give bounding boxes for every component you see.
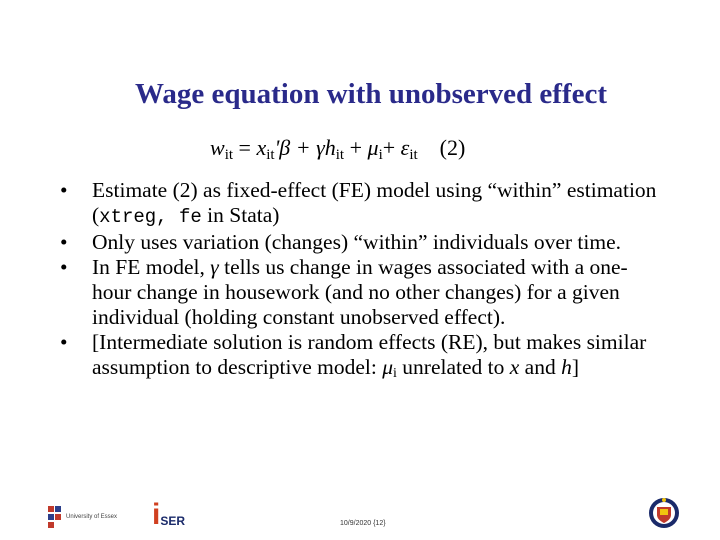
essex-logo-mark (48, 506, 62, 528)
eq-mu: μ (367, 135, 379, 160)
bullet-4-text-and: and (519, 355, 562, 379)
eq-x: x (256, 135, 267, 160)
iser-logo (152, 500, 196, 530)
stata-command: xtreg, fe (99, 206, 202, 228)
eq-mu-sub: i (378, 147, 383, 163)
eq-h-sub: it (335, 147, 345, 163)
eq-x-sub: it (266, 147, 275, 163)
h-symbol: h (561, 355, 572, 379)
gamma-symbol: γ (210, 255, 219, 279)
bullet-4-text: [Intermediate solution is random effects (RE), but makes similar assumption to descriptive model: (92, 330, 647, 379)
bullet-4-text-end: ] (571, 355, 580, 379)
wage-equation (210, 135, 465, 161)
bullet-1-text: Estimate (2) as fixed-effect (FE) model using “within” estimation ( (92, 178, 657, 227)
bullet-2-text: Only uses variation (changes) “within” individuals over time. (92, 230, 622, 254)
bullet-list (60, 178, 660, 380)
university-crest-icon (648, 496, 680, 530)
iser-logo-i: i (152, 498, 161, 531)
eq-w-sub: it (224, 147, 234, 163)
date-page-number: 10/9/2020 {12} (340, 520, 386, 527)
slide-title: Wage equation with unobserved effect (134, 78, 608, 110)
iser-logo-text: SER (160, 514, 186, 528)
eq-epsilon: ε (400, 135, 410, 160)
eq-equals: = (233, 135, 257, 160)
bullet-item-gamma-interpretation (60, 255, 660, 330)
eq-gamma-h: γh (316, 135, 336, 160)
eq-w: w (210, 135, 225, 160)
equation-number: (2) (439, 135, 466, 160)
essex-logo-text: University of Essex (66, 514, 118, 520)
bullet-item-fe-estimation (60, 178, 660, 230)
eq-epsilon-sub: it (409, 147, 418, 163)
bullet-1-text-end: in Stata) (201, 203, 280, 227)
x-symbol: x (509, 355, 520, 379)
bullet-4-text-mid: unrelated to (396, 355, 510, 379)
bullet-3-text: In FE model, (92, 255, 211, 279)
mu-symbol: μ (382, 355, 394, 379)
mu-subscript: i (393, 366, 397, 381)
eq-plus-1: + (344, 135, 368, 160)
bullet-item-within-variation (60, 230, 660, 255)
eq-beta: 'β + (274, 135, 317, 160)
essex-logo (48, 505, 143, 529)
bullet-item-random-effects (60, 330, 660, 380)
eq-plus-2: + (382, 135, 401, 160)
bullet-3-text-end: tells us change in wages associated with a one-hour change in housework (and no other changes) for a given individual (holding constant unobserved effect). (92, 255, 628, 329)
